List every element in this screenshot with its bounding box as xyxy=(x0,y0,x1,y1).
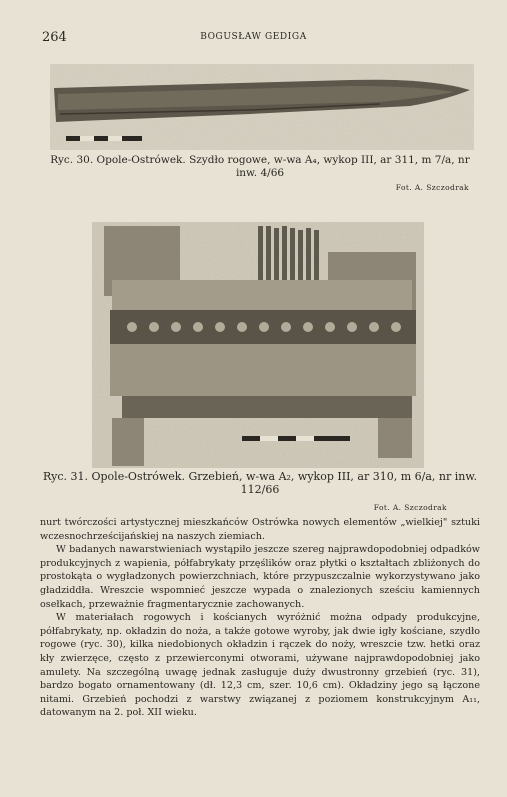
figure-30-caption: Ryc. 30. Opole-Ostrówek. Szydło rogowe, w-wa A₄, wykop III, ar 311, m 7/a, nr inw. 4/66 xyxy=(50,154,470,179)
running-head: BOGUSŁAW GEDIGA xyxy=(200,32,307,42)
figure-31-credit: Fot. A. Szczodrak xyxy=(373,503,447,512)
comb-photo xyxy=(92,222,424,468)
awl-photo xyxy=(50,64,474,150)
body-text xyxy=(40,516,480,720)
figure-30-credit: Fot. A. Szczodrak xyxy=(395,183,469,192)
paragraph-1: nurt twórczości artystycznej mieszkańców Ostrówka nowych elementów „wielkiej" sztuki wczesnochrześcijańskiej na naszych ziemiach. xyxy=(40,517,480,542)
paragraph-3: W materiałach rogowych i kościanych wyróżnić można odpady produkcyjne, półfabrykaty, np. okładzin do noża, a także gotowe wyroby, jak dwie igły kościane, szydło rogowe (ryc. 30), kilka niedobionych okładzin i rączek do noży, wreszcie tzw. hetki oraz kły zwierzęce, często z przewierconymi otworami, używane najprawdopodobniej jako amulety. Na szczególną uwagę jednak zasługuje duży dwustronny grzebień (ryc. 31), bardzo bogato ornamentowany (dł. 12,3 cm, szer. 10,6 cm). Okładziny jego są łączone nitami. Grzebień pochodzi z warstwy związanej z poziomem konstrukcyjnym A₁₁, datowanym na 2. poł. XII wieku. xyxy=(40,612,480,719)
figure-31-caption: Ryc. 31. Opole-Ostrówek. Grzebień, w-wa A₂, wykop III, ar 310, m 6/a, nr inw. 112/66 xyxy=(43,470,477,496)
page-number: 264 xyxy=(42,30,67,45)
paragraph-2: W badanych nawarstwieniach wystąpiło jeszcze szereg najprawdopodobniej odpadków produkcyjnych z wapienia, półfabrykaty przęślików oraz płytki o kształtach zbliżonych do prostokąta o wygładzonych powierzchniach, które przypuszczalnie wykorzystywano jako gładziddła. Wreszcie wspomnieć jeszcze wypada o znalezionych sześciu kamiennych osełkach, przeważnie fragmentarycznie zachowanych. xyxy=(40,544,480,610)
